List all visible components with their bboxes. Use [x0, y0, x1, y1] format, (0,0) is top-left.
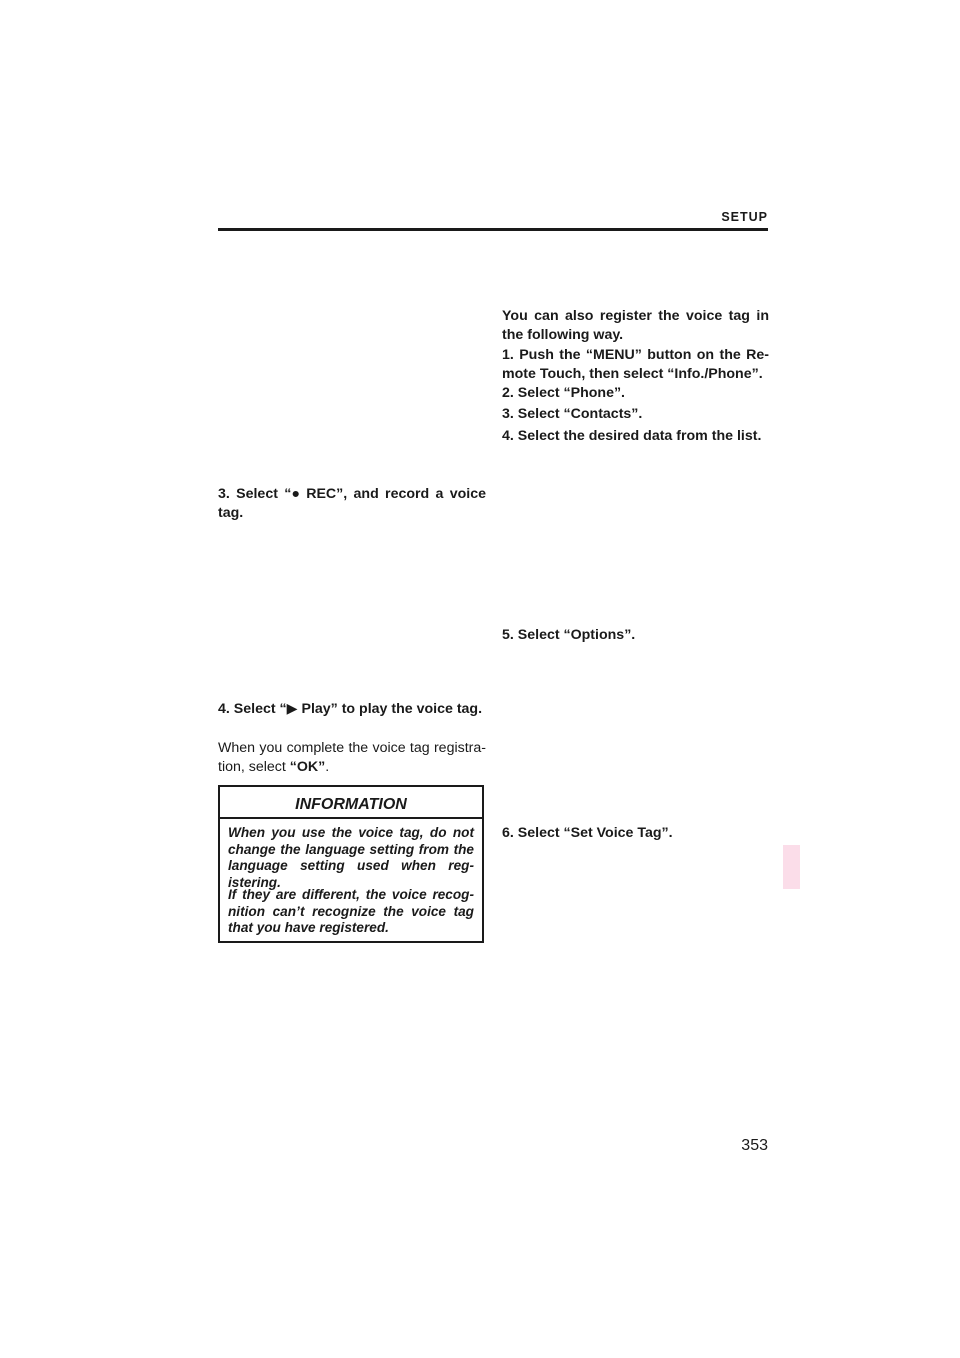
- page-number: 353: [741, 1137, 768, 1154]
- information-paragraph-1: When you use the voice tag, do not change the language setting from the language setting used when reg- istering.: [228, 825, 474, 890]
- step-3-rec: 3. Select “● REC”, and record a voice tag.: [218, 486, 486, 521]
- information-rule: [220, 817, 482, 819]
- step-6: 6. Select “Set Voice Tag”.: [502, 825, 673, 841]
- intro-text: You can also register the voice tag in the following way.: [502, 308, 769, 343]
- chapter-tab: [783, 845, 800, 889]
- record-icon: ●: [291, 486, 300, 502]
- step-1: 1. Push the “MENU” button on the Re- mote Touch, then select “Info./Phone”.: [502, 347, 769, 382]
- section-title: SETUP: [721, 210, 768, 224]
- step-4-play: 4. Select “▶ Play” to play the voice tag.: [218, 701, 483, 717]
- step-3: 3. Select “Contacts”.: [502, 406, 643, 422]
- step-2: 2. Select “Phone”.: [502, 385, 625, 401]
- ok-label: “OK”: [289, 759, 326, 775]
- completion-note: When you complete the voice tag registra- tion, select “OK”.: [218, 740, 486, 775]
- step-4: 4. Select the desired data from the list.: [502, 428, 762, 444]
- play-icon: ▶: [286, 701, 298, 717]
- information-box: [218, 785, 484, 943]
- step-5: 5. Select “Options”.: [502, 627, 636, 643]
- information-title: INFORMATION: [295, 796, 407, 813]
- header-rule: [218, 228, 768, 231]
- information-paragraph-2: If they are different, the voice recog- nition can’t recognize the voice tag that you have registered.: [228, 887, 474, 935]
